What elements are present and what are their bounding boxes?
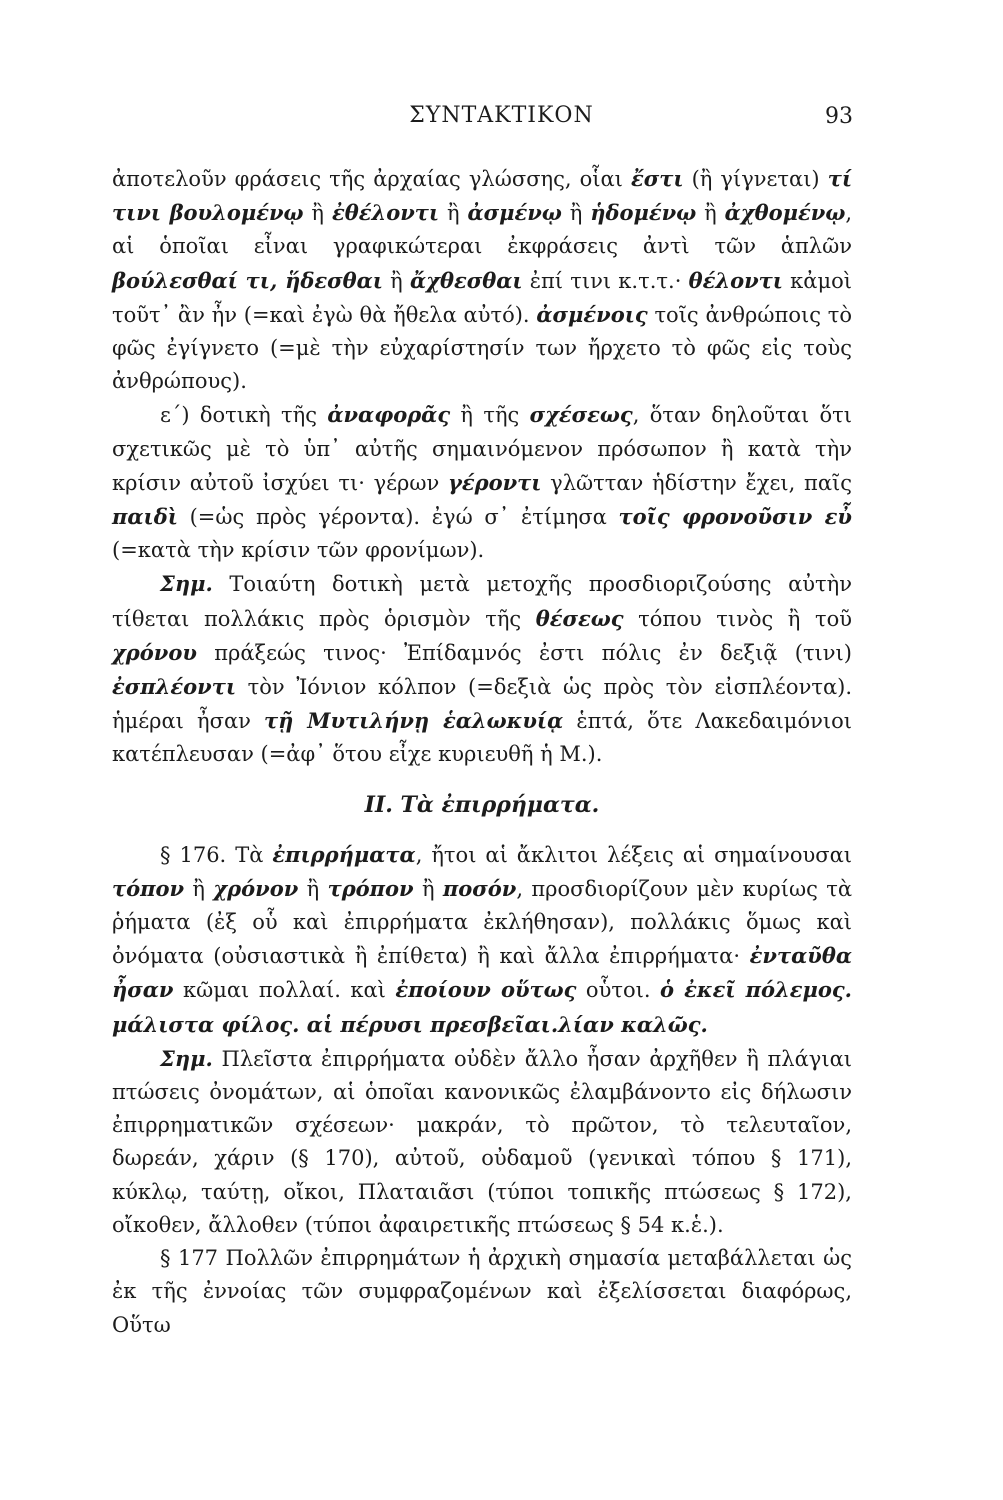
text-run: § 176. Τὰ (160, 842, 273, 867)
emphasis: ἀναφορᾶς (327, 402, 451, 428)
emphasis: χρόνου (112, 639, 197, 665)
text-run: ἢ (303, 201, 332, 226)
text-run: ἑπτά, ὅτε Λακεδαιμόνιοι κατέπλευσαν (=ἀφ᾽ ὅτου εἶχε κυριευθῆ ἡ Μ.). (112, 709, 852, 767)
emphasis: ποσόν (442, 875, 517, 901)
emphasis: τῇ Μυτιλήνῃ ἑαλωκυίᾳ (264, 708, 564, 734)
text-run: τόπου τινὸς ἢ τοῦ (623, 606, 852, 631)
emphasis: ἄχθεσθαι (409, 267, 523, 293)
text-run: , αἱ ὁποῖαι εἶναι γραφικώτεραι ἐκφράσεις ἀντὶ τῶν ἁπλῶν (112, 201, 853, 259)
text-run: ἢ (696, 201, 725, 226)
emphasis: ἐθέλοντι (331, 200, 440, 226)
emphasis: τοῖς φρονοῦσιν εὖ (618, 504, 852, 530)
text-run: Τοιαύτη δοτικὴ μετὰ μετοχῆς προσδιοριζούσης αὐτὴν τίθεται πολλάκις πρὸς ὁρισμὸν τῆς (112, 572, 852, 631)
text-run: (ἢ γίγνεται) (683, 167, 828, 191)
emphasis: ἔστι (630, 166, 684, 191)
paragraph-dative-expressions (112, 162, 852, 398)
emphasis: ἐπιρρήματα (272, 841, 416, 867)
page-number: 93 (825, 104, 853, 129)
section-heading-adverbs: II. Τὰ ἐπιρρήματα. (364, 791, 600, 818)
text-run: Πλεῖστα ἐπιρρήματα οὐδὲν ἄλλο ἦσαν ἀρχῆθεν ἢ πλάγιαι πτώσεις ὀνομάτων, αἱ ὁποῖαι κανονικῶς ἐλαμβάνοντο εἰς δήλωσιν ἐπιρρηματικῶν σχέσεων· μακράν, τὸ πρῶτον, τὸ τελευταῖον, δωρεάν, χάριν (§ 170), αὐτοῦ, οὐδαμοῦ (γενικαὶ τόπου § 171), κύκλῳ, ταύτῃ, οἴκοι, Πλαταιᾶσι (τύποι τοπικῆς πτώσεως § 172), οἴκοθεν, ἄλλοθεν (τύποι ἀφαιρετικῆς πτώσεως § 54 κ.ἑ.). (112, 1046, 852, 1237)
running-head (0, 103, 1003, 143)
note-label: Σημ. (160, 571, 213, 597)
text-run: (=κατὰ τὴν κρίσιν τῶν φρονίμων). (112, 538, 485, 563)
text-run: κἀμοὶ τοῦτ᾽ ἂν ἦν (=καὶ ἐγὼ θὰ ἤθελα αὐτό). (112, 268, 852, 327)
emphasis: ἡδομένῳ (590, 200, 697, 226)
text-run: ἢ (184, 876, 214, 901)
paragraph-note-dative-participle (112, 567, 852, 771)
text-run: § 177 Πολλῶν ἐπιρρημάτων ἡ ἀρχικὴ σημασία μεταβάλλεται ὡς ἐκ τῆς ἐννοίας τῶν συμφραζομένων καὶ ἐξελίσσεται διαφόρως, Οὕτω (112, 1246, 852, 1337)
text-run: ἐπί τινι κ.τ.τ.· (522, 268, 689, 293)
paragraph-dative-of-reference (112, 398, 852, 567)
paragraph-section-177 (112, 1242, 852, 1342)
text-run: , ἤτοι αἱ ἄκλιτοι λέξεις αἱ σημαίνουσαι (415, 842, 852, 867)
emphasis: ἐνταῦθα (749, 943, 852, 969)
text-run: ἀποτελοῦν φράσεις τῆς ἀρχαίας γλώσσης, οἷαι (112, 167, 631, 191)
text-run: , ὅταν δηλοῦται ὅτι σχετικῶς μὲ τὸ ὑπ᾽ αὐτῆς σημαινόμενον πρόσωπον ἢ κατὰ τὴν κρίσιν αὐτοῦ ἰσχύει τι· γέρων (112, 403, 852, 495)
emphasis: ἐσπλέοντι (112, 674, 236, 700)
body-text (112, 162, 852, 1342)
emphasis: ὁ ἐκεῖ πόλεμος. μάλιστα φίλος. αἱ πέρυσι πρεσβεῖαι.λίαν καλῶς. (112, 977, 852, 1037)
paragraph-section-176 (112, 838, 852, 1042)
emphasis: παιδὶ (112, 504, 178, 530)
paragraph-note-adverb-origins (112, 1042, 852, 1242)
emphasis: ἀσμένοις (536, 301, 648, 327)
text-run: ε΄) δοτικὴ τῆς (160, 403, 328, 428)
emphasis: τί τινι βουλομένῳ (112, 166, 852, 226)
emphasis: θέλοντι (688, 267, 783, 293)
emphasis: γέροντι (447, 469, 542, 495)
emphasis: βούλεσθαί τι, ἥδεσθαι (112, 267, 383, 293)
text-run: , προσδιορίζουν μὲν κυρίως τὰ ῥήματα (ἐξ οὗ καὶ ἐπιρρήματα ἐκλήθησαν), πολλάκις ὅμως καὶ ὀνόματα (οὐσιαστικὰ ἢ ἐπίθετα) ἢ καὶ ἄλλα ἐπιρρήματα· (112, 876, 852, 969)
emphasis: τρόπον (327, 875, 414, 901)
emphasis: χρόνον (213, 875, 299, 901)
text-run: γλῶτταν ἡδίστην ἔχει, παῖς (541, 470, 852, 495)
text-run: τοῖς ἀνθρώποις τὸ φῶς ἐγίγνετο (=μὲ τὴν εὐχαρίστησίν των ἤρχετο τὸ φῶς εἰς τοὺς ἀνθρώπους). (112, 302, 852, 394)
emphasis: σχέσεως (529, 402, 633, 428)
emphasis: ἀχθομένῳ (724, 200, 846, 226)
text-run: (=ὡς πρὸς γέροντα). ἐγώ σ᾽ ἐτίμησα (177, 505, 619, 530)
text-run: οὗτοι. (576, 978, 660, 1003)
emphasis: ἐποίουν οὕτως (395, 977, 577, 1003)
text-run: ἢ (413, 876, 443, 901)
note-label: Σημ. (160, 1045, 213, 1071)
emphasis: ἀσμένῳ (467, 200, 562, 226)
text-run: ἢ (298, 876, 328, 901)
emphasis: θέσεως (535, 605, 624, 631)
emphasis: τόπον (112, 875, 185, 901)
text-run: τὸν Ἰόνιον κόλπον (=δεξιὰ ὡς πρὸς τὸν εἰσπλέοντα). ἡμέραι ἦσαν (112, 675, 852, 734)
text-run: ἢ (382, 268, 410, 293)
running-title: ΣΥΝΤΑΚΤΙΚΟΝ (409, 103, 594, 128)
text-run: ἢ (561, 201, 591, 226)
text-run: πράξεώς τινος· Ἐπίδαμνός ἐστι πόλις ἐν δεξιᾷ (τινι) (196, 640, 852, 665)
text-run: ἢ (439, 201, 468, 226)
text-run: κῶμαι πολλαί. καὶ (173, 978, 396, 1003)
text-run: ἢ τῆς (450, 403, 530, 428)
emphasis: ἦσαν (112, 977, 174, 1003)
